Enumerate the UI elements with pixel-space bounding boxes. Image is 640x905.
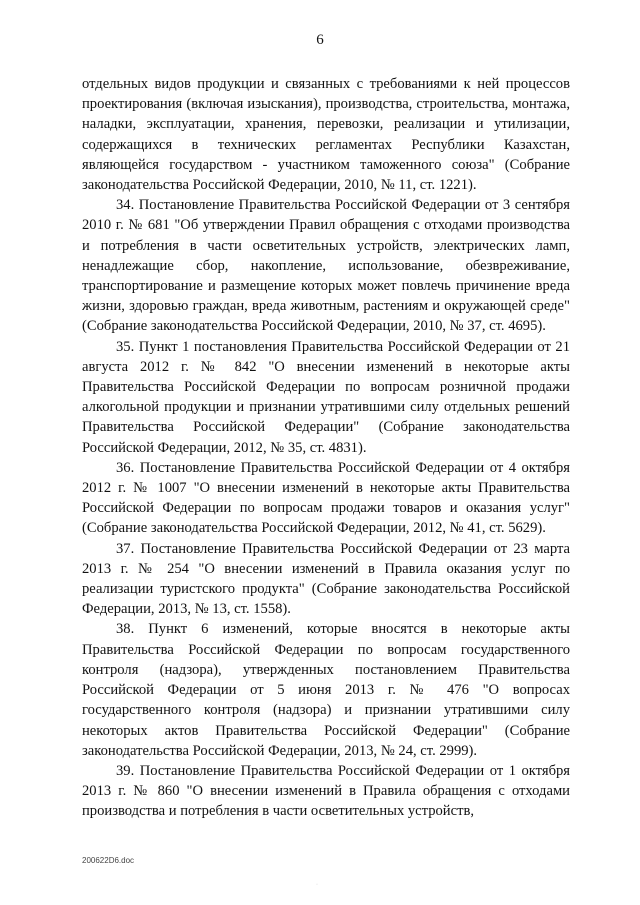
paragraph-continuation: отдельных видов продукции и связанных с требованиями к ней процессов проектирования (включая изыскания), производства, строительства, монтажа, наладки, эксплуатации, хранения, перевозки, реализации и утилизации, содержащихся в технических регламентах Республики Казахстан, являющейся государством - участником таможенного союза" (Собрание законодательства Российской Федерации, 2010, № 11, ст. 1221). [82,76,570,194]
list-item-39: 39. Постановление Правительства Российской Федерации от 1 октября 2013 г. № 860 "О внесении изменений в Правила обращения с отходами производства и потребления в части осветительных устройств, [82,762,570,820]
list-item-37: 37. Постановление Правительства Российской Федерации от 23 марта 2013 г. № 254 "О внесении изменений в Правила оказания услуг по реализации туристского продукта" (Собрание законодательства Российской Федерации, 2013, № 13, ст. 1558). [82,540,570,618]
list-item-35: 35. Пункт 1 постановления Правительства Российской Федерации от 21 августа 2012 г. № 842 "О внесении изменений в некоторые акты Правительства Российской Федерации по вопросам розничной продажи алкогольной продукции и признании утратившими силу отдельных решений Правительства Российской Федерации" (Собрание законодательства Российской Федерации, 2012, № 35, ст. 4831). [82,338,570,456]
footer-mark: · [316,882,318,888]
page-number: 6 [316,32,324,48]
document-body [82,74,570,822]
list-item-38: 38. Пункт 6 изменений, которые вносятся в некоторые акты Правительства Российской Федерации по вопросам государственного контроля (надзора), утвержденных постановлением Правительства Российской Федерации от 5 июня 2013 г. № 476 "О вопросах государственного контроля (надзора) и признании утратившими силу некоторых актов Правительства Российской Федерации" (Собрание законодательства Российской Федерации, 2013, № 24, ст. 2999). [82,621,570,759]
list-item-34: 34. Постановление Правительства Российской Федерации от 3 сентября 2010 г. № 681 "Об утверждении Правил обращения с отходами производства и потребления в части осветительных устройств, электрических ламп, ненадлежащие сбор, накопление, использование, обезвреживание, транспортирование и размещение которых может повлечь причинение вреда жизни, здоровью граждан, вреда животным, растениям и окружающей среде" (Собрание законодательства Российской Федерации, 2010, № 37, ст. 4695). [82,197,570,335]
footer-file-code: 200622D6.doc [82,856,135,865]
list-item-36: 36. Постановление Правительства Российской Федерации от 4 октября 2012 г. № 1007 "О внесении изменений в некоторые акты Правительства Российской Федерации по вопросам продажи товаров и оказания услуг" (Собрание законодательства Российской Федерации, 2012, № 41, ст. 5629). [82,459,570,537]
